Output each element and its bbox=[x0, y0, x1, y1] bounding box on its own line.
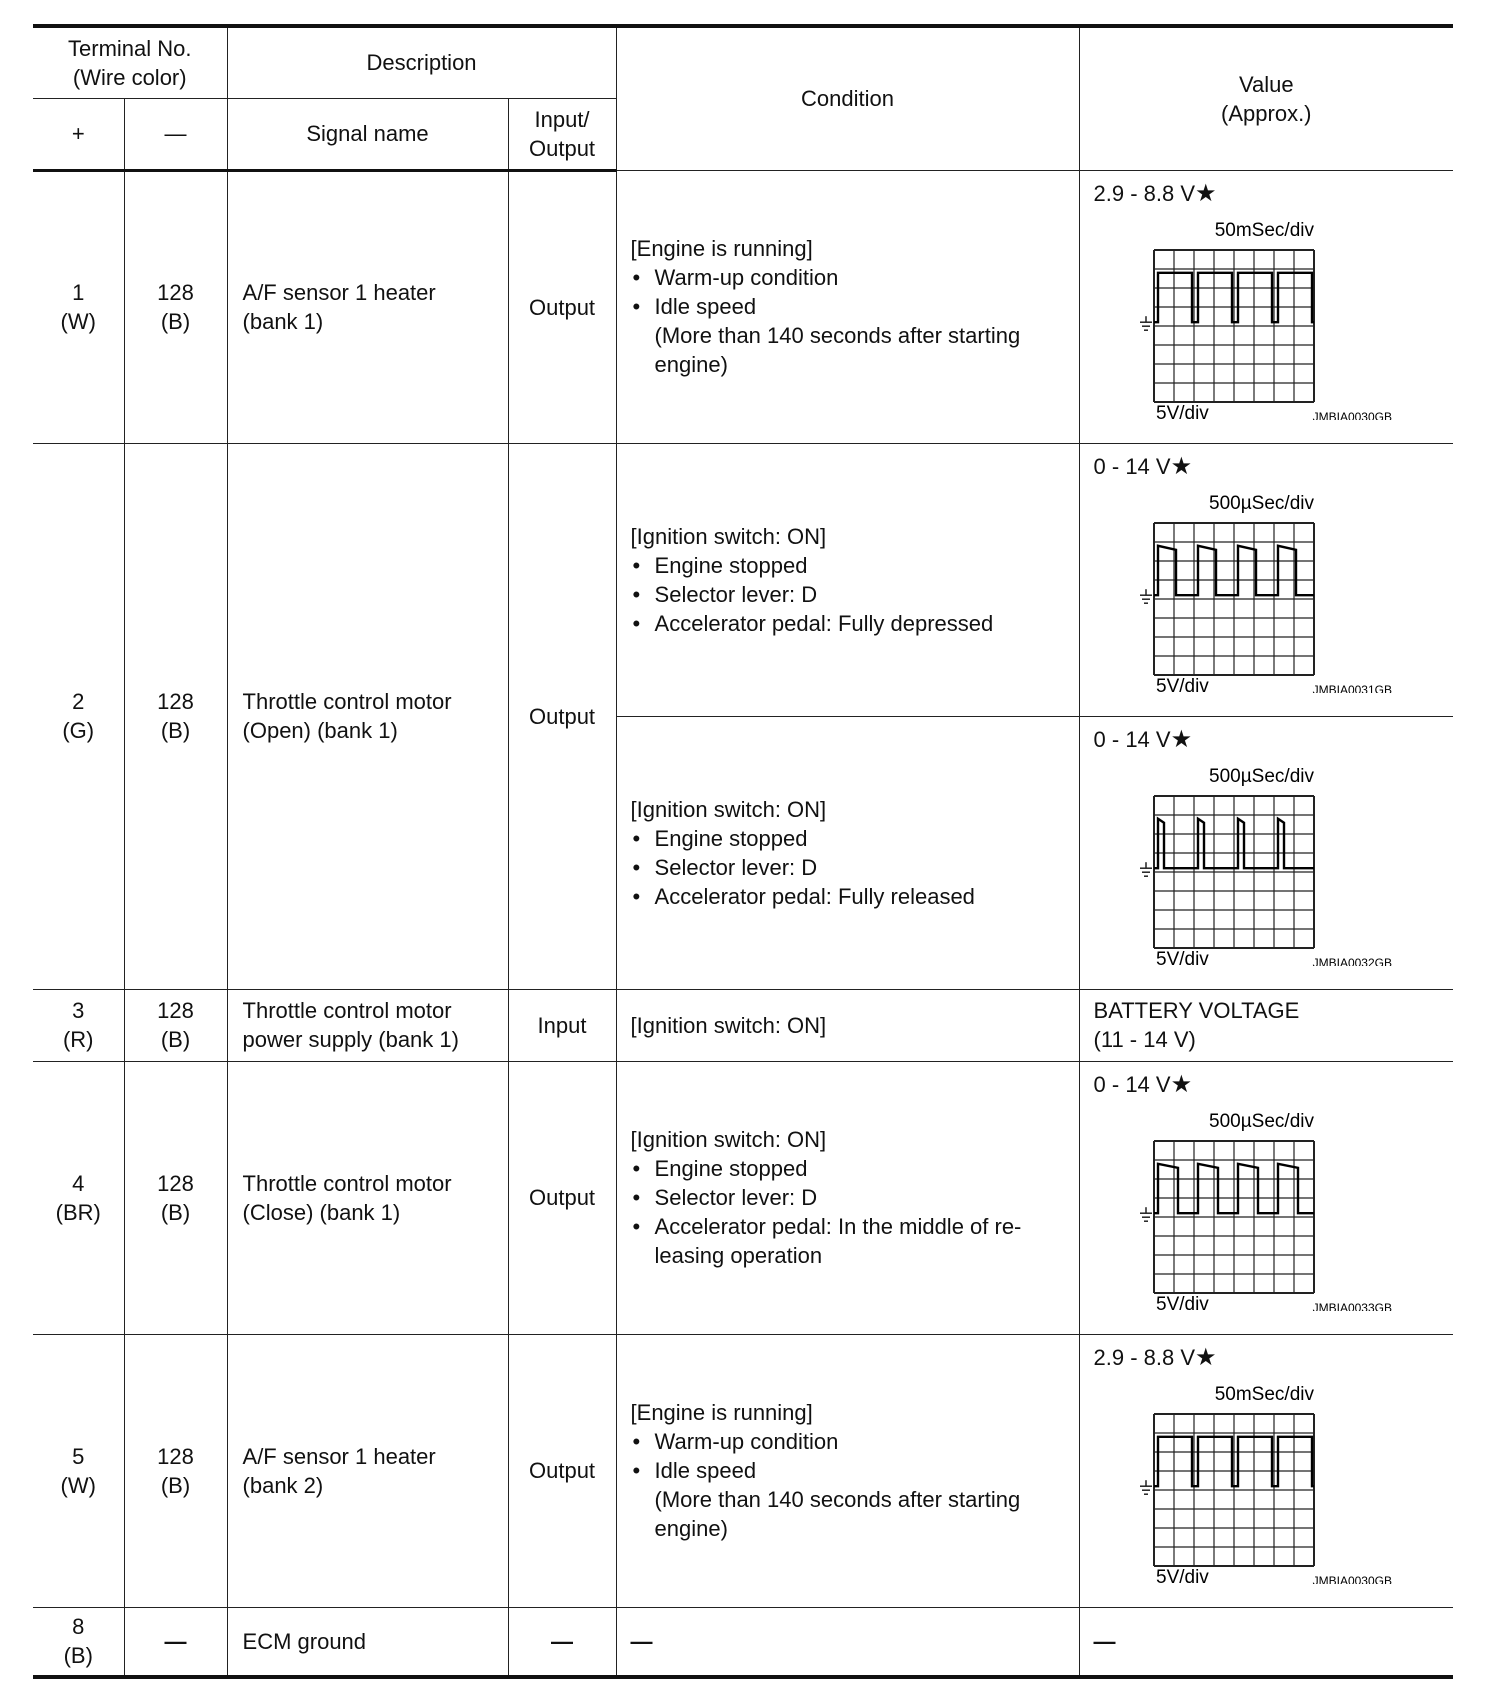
condition-item: • Selector lever: D bbox=[631, 580, 1069, 609]
io-type: Output bbox=[508, 1061, 616, 1334]
plus-terminal: 2 (G) bbox=[33, 443, 124, 989]
condition-title: [Ignition switch: ON] bbox=[630, 796, 827, 822]
value-cell bbox=[1079, 1061, 1453, 1334]
star-icon: ★ bbox=[1170, 1070, 1193, 1098]
condition-cell: — bbox=[616, 1607, 1079, 1677]
io-header bbox=[508, 98, 616, 170]
volt-div-label: 5V/div bbox=[1155, 948, 1209, 966]
value-text: 2.9 - 8.8 V bbox=[1093, 180, 1196, 206]
condition-item: • Accelerator pedal: In the middle of re-leasing operation bbox=[631, 1212, 1069, 1270]
condition-title: [Engine is running] bbox=[630, 236, 813, 261]
table-row bbox=[33, 989, 1453, 1061]
condition-item: • Engine stopped bbox=[631, 824, 1069, 853]
oscilloscope-waveform bbox=[1094, 210, 1394, 420]
star-icon: ★ bbox=[1195, 179, 1217, 207]
table-row bbox=[33, 443, 1453, 716]
value-cell: — bbox=[1079, 1607, 1453, 1677]
oscilloscope-waveform bbox=[1094, 483, 1394, 693]
condition-cell bbox=[616, 443, 1079, 716]
oscilloscope-waveform bbox=[1094, 1374, 1394, 1584]
value-cell bbox=[1079, 716, 1453, 989]
plus-terminal: 8 (B) bbox=[33, 1607, 124, 1677]
value-label: Value bbox=[1238, 71, 1294, 97]
condition-header: Condition bbox=[616, 26, 1079, 170]
table-row bbox=[33, 170, 1453, 443]
plus-terminal: 1 (W) bbox=[33, 170, 124, 443]
signal-name: A/F sensor 1 heater (bank 1) bbox=[227, 170, 508, 443]
value-text: 0 - 14 V bbox=[1093, 1071, 1171, 1097]
condition-item: (More than 140 seconds after starting engine) bbox=[654, 323, 1021, 377]
minus-terminal: 128 (B) bbox=[124, 1334, 227, 1607]
condition-item: • Engine stopped bbox=[631, 551, 1069, 580]
condition-cell bbox=[616, 170, 1079, 443]
condition-item: • Idle speed bbox=[631, 292, 1069, 321]
approx-label: (Approx.) bbox=[1221, 100, 1312, 126]
ground-icon bbox=[1140, 316, 1152, 330]
figure-code: JMBIA0031GB bbox=[1312, 682, 1392, 693]
value-cell bbox=[1079, 170, 1453, 443]
input-label: Input/ bbox=[534, 106, 590, 132]
value-header bbox=[1079, 26, 1453, 170]
terminal-no-label: Terminal No. bbox=[68, 35, 192, 61]
signal-name: Throttle control motor power supply (bank 1) bbox=[227, 989, 508, 1061]
ground-icon bbox=[1140, 1207, 1152, 1221]
terminal-spec-table bbox=[33, 24, 1453, 1679]
volt-div-label: 5V/div bbox=[1155, 675, 1209, 693]
star-icon: ★ bbox=[1170, 725, 1193, 753]
table-row bbox=[33, 1061, 1453, 1334]
condition-item: • Selector lever: D bbox=[631, 1183, 1069, 1212]
table-row bbox=[33, 1607, 1453, 1677]
condition-item: • Accelerator pedal: Fully depressed bbox=[631, 609, 1069, 638]
signal-name: Throttle control motor (Close) (bank 1) bbox=[227, 1061, 508, 1334]
plus-terminal: 5 (W) bbox=[33, 1334, 124, 1607]
oscilloscope-waveform bbox=[1094, 1101, 1394, 1311]
time-div-label: 50mSec/div bbox=[1214, 1383, 1314, 1405]
condition-item: • Selector lever: D bbox=[631, 853, 1069, 882]
output-label: Output bbox=[529, 135, 596, 161]
condition-title: [Ignition switch: ON] bbox=[630, 1127, 827, 1152]
condition-item: (More than 140 seconds after starting engine) bbox=[654, 1487, 1021, 1541]
volt-div-label: 5V/div bbox=[1155, 402, 1209, 420]
oscilloscope-waveform bbox=[1094, 756, 1394, 966]
io-type: Output bbox=[508, 170, 616, 443]
condition-item: • Engine stopped bbox=[631, 1154, 1069, 1183]
star-icon: ★ bbox=[1170, 452, 1193, 480]
value-text: 0 - 14 V bbox=[1093, 453, 1171, 479]
value-text: 2.9 - 8.8 V bbox=[1093, 1344, 1196, 1370]
minus-terminal: 128 (B) bbox=[124, 443, 227, 989]
plus-terminal: 3 (R) bbox=[33, 989, 124, 1061]
signal-name: A/F sensor 1 heater (bank 2) bbox=[227, 1334, 508, 1607]
ground-icon bbox=[1140, 589, 1152, 603]
condition-cell bbox=[616, 1061, 1079, 1334]
signal-name-header: Signal name bbox=[227, 98, 508, 170]
io-type: Input bbox=[508, 989, 616, 1061]
condition-item: • Warm-up condition bbox=[631, 1427, 1069, 1456]
minus-terminal: 128 (B) bbox=[124, 170, 227, 443]
value-cell bbox=[1079, 443, 1453, 716]
time-div-label: 50mSec/div bbox=[1214, 219, 1314, 241]
signal-name: Throttle control motor (Open) (bank 1) bbox=[227, 443, 508, 989]
star-icon: ★ bbox=[1195, 1343, 1217, 1371]
figure-code: JMBIA0030GB bbox=[1312, 1573, 1392, 1584]
terminal-no-header bbox=[33, 26, 227, 98]
minus-terminal: 128 (B) bbox=[124, 1061, 227, 1334]
signal-name: ECM ground bbox=[227, 1607, 508, 1677]
plus-terminal: 4 (BR) bbox=[33, 1061, 124, 1334]
minus-header: — bbox=[124, 98, 227, 170]
plus-header: + bbox=[33, 98, 124, 170]
io-type: Output bbox=[508, 1334, 616, 1607]
figure-code: JMBIA0030GB bbox=[1312, 409, 1392, 420]
io-type: — bbox=[508, 1607, 616, 1677]
figure-code: JMBIA0032GB bbox=[1312, 955, 1392, 966]
volt-div-label: 5V/div bbox=[1155, 1566, 1209, 1584]
value-cell: BATTERY VOLTAGE (11 - 14 V) bbox=[1079, 989, 1453, 1061]
condition-cell: [Ignition switch: ON] bbox=[616, 989, 1079, 1061]
header-row-1 bbox=[33, 26, 1453, 98]
figure-code: JMBIA0033GB bbox=[1312, 1300, 1392, 1311]
wire-color-label: (Wire color) bbox=[72, 64, 187, 90]
volt-div-label: 5V/div bbox=[1155, 1293, 1209, 1311]
condition-cell bbox=[616, 716, 1079, 989]
condition-title: [Engine is running] bbox=[630, 1400, 813, 1425]
table-row bbox=[33, 1334, 1453, 1607]
value-text: 0 - 14 V bbox=[1093, 726, 1171, 752]
minus-terminal: 128 (B) bbox=[124, 989, 227, 1061]
condition-title: [Ignition switch: ON] bbox=[630, 523, 827, 549]
condition-item: • Accelerator pedal: Fully released bbox=[631, 882, 1069, 911]
value-cell bbox=[1079, 1334, 1453, 1607]
ground-icon bbox=[1140, 1480, 1152, 1494]
time-div-label: 500µSec/div bbox=[1208, 492, 1314, 514]
condition-item: • Idle speed bbox=[631, 1456, 1069, 1485]
condition-cell bbox=[616, 1334, 1079, 1607]
io-type: Output bbox=[508, 443, 616, 989]
description-header: Description bbox=[227, 26, 616, 98]
time-div-label: 500µSec/div bbox=[1208, 1110, 1314, 1132]
ground-icon bbox=[1140, 862, 1152, 876]
time-div-label: 500µSec/div bbox=[1208, 765, 1314, 787]
minus-terminal: — bbox=[124, 1607, 227, 1677]
condition-item: • Warm-up condition bbox=[631, 263, 1069, 292]
